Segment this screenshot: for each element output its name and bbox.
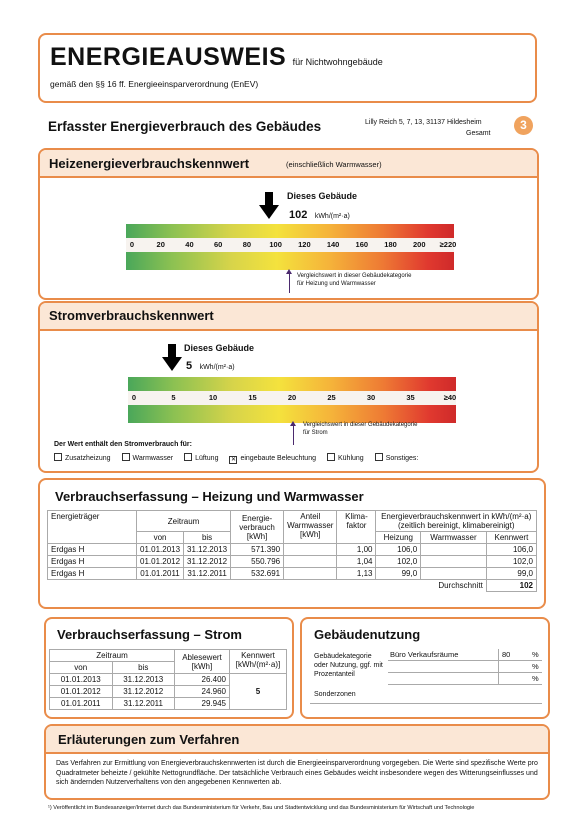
scale-tick-label: 200 — [413, 240, 426, 249]
power-option: Sonstiges: — [375, 455, 419, 462]
table-row: Erdgas H 01.01.2012 31.12.2012 550.796 1,04 102,0 102,0 — [48, 556, 537, 568]
table-row: Erdgas H 01.01.2013 31.12.2013 571.390 1,00 106,0 106,0 — [48, 544, 537, 556]
explain-title: Erläuterungen zum Verfahren — [58, 732, 240, 747]
table-row: 01.01.2011 31.12.2011 29.945 — [50, 698, 287, 710]
heating-col-heizung: Heizung — [376, 532, 421, 544]
scale-tick-label: 40 — [185, 240, 194, 249]
heating-table-panel — [38, 478, 546, 609]
table-row: 01.01.2012 31.12.2012 24.960 — [50, 686, 287, 698]
scale-tick-label: 180 — [384, 240, 397, 249]
heating-col-verbrauch: Energie-verbrauch [kWh] — [231, 511, 284, 544]
footnote: ¹) Veröffentlicht im Bundesanzeiger/Internet durch das Bundesministerium für Verkehr, Bau und Stadtentwicklung und das Bundesministerium für Wirtschaft und Technologie — [48, 805, 475, 811]
power-option: Kühlung — [327, 455, 364, 462]
checkbox-icon — [327, 453, 335, 461]
power-scale-bar — [128, 377, 456, 423]
heat-scale-bar — [126, 224, 457, 270]
scale-tick-label: 100 — [269, 240, 282, 249]
power-option: ✕ eingebaute Beleuchtung — [230, 455, 316, 463]
heating-col-kennwert: Energieverbrauchskennwert in kWh/(m²·a) (zeitlich bereinigt, klimabereinigt) — [376, 511, 537, 532]
usage-row: % — [388, 661, 542, 673]
heating-col-von: von — [137, 532, 184, 544]
power-includes-label: Der Wert enthält den Stromverbrauch für: — [54, 441, 192, 448]
page-badge: 3 — [514, 116, 533, 135]
heating-col-zeitraum: Zeitraum — [137, 511, 231, 532]
power-reference-arrow — [293, 423, 294, 445]
checkbox-icon — [54, 453, 62, 461]
heating-col-kennwert2: Kennwert — [486, 532, 536, 544]
power-reference-note-1: Vergleichswert in dieser Gebäudekategorie — [303, 422, 418, 428]
heat-reference-note-2: für Heizung und Warmwasser — [297, 281, 376, 287]
power-panel — [38, 301, 539, 473]
explain-panel — [44, 724, 550, 800]
heat-marker-unit: kWh/(m²·a) — [314, 213, 350, 220]
strom-col-ablese: Ablesewert [kWh] — [175, 650, 230, 674]
scale-tick-label: 35 — [406, 393, 415, 402]
scale-tick-label: ≥40 — [443, 393, 457, 402]
usage-panel — [300, 617, 550, 719]
title-box — [38, 33, 537, 103]
scale-tick-label: 80 — [242, 240, 252, 249]
document-subtitle: gemäß den §§ 16 ff. Energieeinsparverordnung (EnEV) — [50, 79, 259, 89]
scale-tick-label: 0 — [131, 393, 137, 402]
power-reference-note-2: für Strom — [303, 430, 328, 436]
usage-title: Gebäudenutzung — [314, 627, 421, 642]
scale-tick-label: ≥220 — [439, 240, 457, 249]
power-marker-unit: kWh/(m²·a) — [199, 364, 235, 371]
scale-tick-label: 20 — [287, 393, 297, 402]
heating-table — [47, 510, 537, 592]
section-title: Erfasster Energieverbrauch des Gebäudes — [48, 119, 322, 134]
checkbox-icon — [122, 453, 130, 461]
power-marker-value: 5 — [186, 360, 193, 372]
usage-special-label: Sonderzonen — [314, 691, 356, 698]
heating-col-anteil: Anteil Warmwasser [kWh] — [284, 511, 337, 544]
table-row: Erdgas H 01.01.2011 31.12.2011 532.691 1,13 99,0 99,0 — [48, 568, 537, 580]
document-title-suffix: für Nichtwohngebäude — [292, 57, 383, 67]
strom-table-panel — [44, 617, 294, 719]
building-address: Lilly Reich 5, 7, 13, 31137 Hildesheim — [365, 119, 482, 126]
usage-row: Büro Verkaufsräume 80 % — [388, 649, 542, 661]
heating-col-warmwasser: Warmwasser — [421, 532, 487, 544]
scale-tick-label: 0 — [129, 240, 135, 249]
heat-panel-note: (einschließlich Warmwasser) — [286, 160, 382, 169]
checkbox-icon — [184, 453, 192, 461]
heating-col-bis: bis — [184, 532, 231, 544]
scale-tick-label: 160 — [355, 240, 369, 249]
power-option: Warmwasser — [122, 455, 174, 462]
power-includes-options — [54, 453, 429, 464]
usage-rows — [388, 649, 542, 685]
scale-tick-label: 30 — [366, 393, 376, 402]
scale-tick-label: 10 — [208, 393, 218, 402]
usage-row: % — [388, 673, 542, 685]
explain-text: Das Verfahren zur Ermittlung von Energieverbrauchskennwerten ist durch die Energieeinsparverordnung vorgegeben. Die Werte sind spezifische Werte pro Quadratmeter beheizte / gekühlte Nettogrundfläche. Der tatsächliche Verbrauch eines Gebäudes weicht insbesondere wegen des Witterungseinflusses und sich ändernden Nutzerverhaltens von den angegebenen Kennwerten ab. — [56, 760, 538, 786]
power-panel-title: Stromverbrauchskennwert — [49, 308, 214, 323]
strom-col-kennwert: Kennwert [kWh/(m²·a)] — [230, 650, 287, 674]
heating-average-label: Durchschnitt — [438, 581, 483, 591]
heat-marker-label: Dieses Gebäude — [287, 191, 358, 201]
strom-table-title: Verbrauchserfassung – Strom — [57, 627, 242, 642]
table-row: 01.01.2013 31.12.2013 26.400 5 — [50, 674, 287, 686]
heating-average-value: 102 — [486, 580, 536, 592]
usage-category-label: Gebäudekategorie oder Nutzung, ggf. mit Prozentanteil — [314, 653, 383, 678]
heat-reference-arrow — [289, 271, 290, 293]
document-title: ENERGIEAUSWEIS — [50, 43, 287, 71]
checkbox-icon: ✕ — [230, 457, 236, 463]
heat-reference-note-1: Vergleichswert in dieser Gebäudekategorie — [297, 273, 412, 279]
scale-tick-label: 140 — [326, 240, 340, 249]
strom-col-von: von — [50, 662, 113, 674]
heating-table-title: Verbrauchserfassung – Heizung und Warmwasser — [55, 489, 364, 504]
scale-tick-label: 15 — [248, 393, 257, 402]
strom-col-bis: bis — [112, 662, 175, 674]
heat-marker-value: 102 — [289, 209, 308, 221]
heating-col-energietraeger: Energieträger — [48, 511, 137, 544]
power-marker-label: Dieses Gebäude — [184, 343, 255, 353]
building-scope: Gesamt — [466, 130, 491, 137]
heat-panel-title: Heizenergieverbrauchskennwert — [49, 156, 250, 171]
power-option: Lüftung — [184, 455, 218, 462]
scale-tick-label: 60 — [214, 240, 223, 249]
checkbox-icon — [375, 453, 383, 461]
strom-table — [49, 649, 287, 710]
heat-panel — [38, 148, 539, 300]
heating-col-klima: Klima-faktor — [337, 511, 376, 544]
strom-col-zeitraum: Zeitraum — [50, 650, 175, 662]
power-option: Zusatzheizung — [54, 455, 111, 462]
strom-kennwert-value: 5 — [230, 674, 287, 710]
scale-tick-label: 120 — [298, 240, 311, 249]
scale-tick-label: 5 — [171, 393, 176, 402]
scale-tick-label: 20 — [156, 240, 165, 249]
scale-tick-label: 25 — [327, 393, 336, 402]
